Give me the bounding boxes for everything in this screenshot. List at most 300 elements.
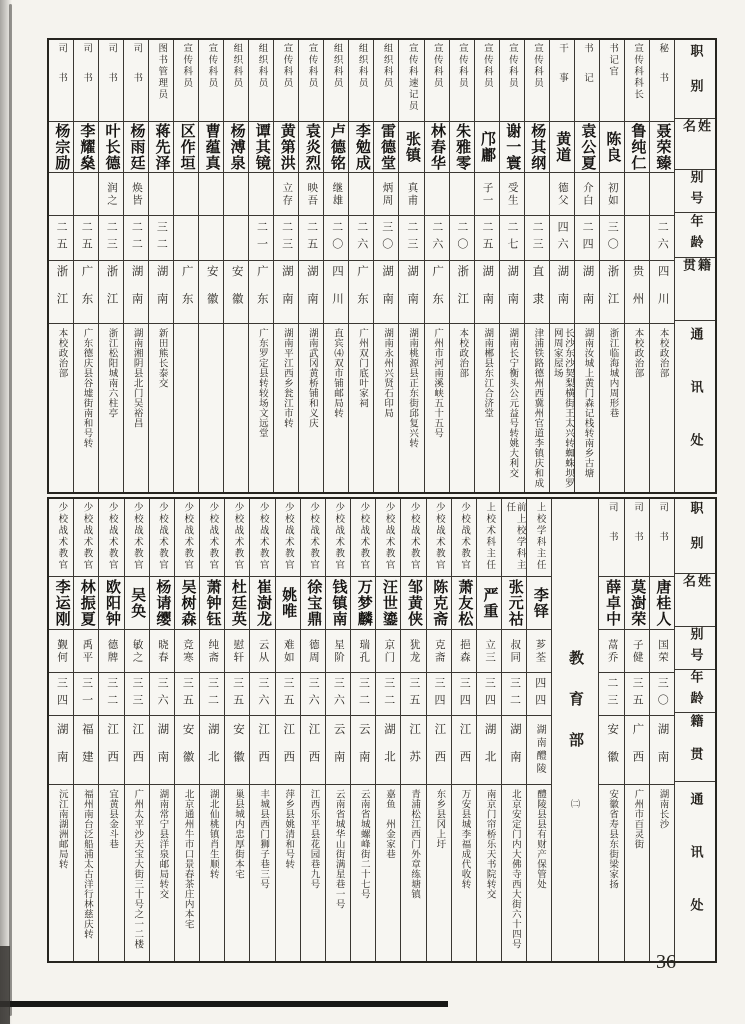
title-text: 组织科员 [231,43,242,89]
age-text: 二五 [305,221,318,255]
name-cell [99,577,123,630]
age-text: 三六 [256,677,269,711]
origin-text: 湖北 [206,722,219,778]
name-cell [149,122,173,173]
section-label [552,499,598,961]
person-column [524,40,549,492]
alias-cell [225,630,249,673]
name-cell [427,577,451,630]
lower-roster-table [47,497,717,963]
title-text: 少校战术教官 [106,502,117,571]
address-cell [125,785,149,961]
title-cell [475,40,499,122]
origin-text: 江西 [433,722,446,778]
title-text: 少校战术教官 [358,502,369,571]
age-cell [225,673,249,716]
origin-cell [225,716,249,785]
alias-cell [124,173,148,216]
origin-text: 湖南醴陵 [534,724,546,776]
name-cell [299,122,323,173]
age-cell [49,216,73,261]
address-cell [600,324,624,492]
origin-cell [199,261,223,324]
title-cell [150,499,174,577]
origin-cell [349,261,373,324]
address-cell [74,785,98,961]
origin-text: 广东 [356,264,369,320]
name-text: 卢德铭 [328,123,345,171]
title-cell [125,499,149,577]
age-text: 二七 [506,221,519,255]
name-cell [276,577,300,630]
origin-cell [250,716,274,785]
address-cell [299,324,323,492]
age-text: 三三 [130,677,143,711]
name-cell [401,577,425,630]
title-cell [124,40,148,122]
age-cell [124,216,148,261]
address-text: 广东德庆县谷墟街南和号转 [81,328,92,448]
row-header-label: 职别 [688,501,704,571]
alias-cell [349,173,373,216]
name-text: 杨其纲 [529,123,546,171]
origin-text: 浙江 [55,264,68,320]
address-cell [625,324,649,492]
name-text: 聂荣臻 [654,123,671,171]
alias-text: 芗荃 [534,638,546,664]
origin-cell [477,716,501,785]
title-cell [401,499,425,577]
origin-text: 湖南 [280,264,293,320]
name-text: 曹蕴真 [203,123,220,171]
age-cell [150,673,174,716]
name-text: 崔澍龙 [255,579,271,627]
origin-cell [224,261,248,324]
origin-text: 湖南 [481,264,494,320]
address-text: 湖南永州兴贤石印局 [382,328,393,418]
age-text: 三六 [156,677,169,711]
name-text: 杨请缨 [154,579,171,627]
alias-text: 焕皆 [131,181,143,207]
origin-cell [374,261,398,324]
title-text: 宣传科速记员 [406,43,417,112]
alias-cell [625,630,649,673]
name-text: 万梦麟 [355,579,372,627]
address-cell [450,324,474,492]
title-text: 宣传科员 [531,43,542,89]
address-cell [525,324,549,492]
title-cell [301,499,325,577]
title-cell [399,40,423,122]
title-cell [502,499,526,577]
alias-text: 润之 [105,181,117,207]
age-cell [625,216,649,261]
age-text: 二六 [430,221,443,255]
address-cell [74,324,98,492]
age-cell [324,216,348,261]
title-cell [374,40,398,122]
person-column [400,499,425,961]
address-cell [149,324,173,492]
age-text: 三六 [307,677,320,711]
address-cell [225,785,249,961]
alias-cell [250,630,274,673]
address-text: 广州双门底叶家祠 [357,328,368,408]
origin-text: 江西 [282,722,295,778]
address-cell [175,785,199,961]
age-text: 三〇 [606,221,619,255]
alias-text: 云从 [257,638,269,664]
origin-text: 广东 [80,264,93,320]
row-header-address [675,782,715,961]
address-cell [349,324,373,492]
title-text: 少校战术教官 [433,502,444,571]
alias-text: 子一 [481,181,493,207]
alias-cell [550,173,574,216]
age-text: 四六 [556,221,569,255]
person-column [49,499,73,961]
alias-cell [376,630,400,673]
origin-cell [550,261,574,324]
origin-text: 湖北 [382,722,395,778]
name-text: 杨雨廷 [128,123,145,171]
address-text: 湖南平江西乡瓮江市转 [281,328,292,428]
address-cell [99,785,123,961]
origin-text: 广东 [180,264,193,320]
alias-cell [374,173,398,216]
origin-text: 安徽 [231,722,244,778]
address-text: 云南省城华山街满星巷一号 [333,789,344,909]
age-text: 二三 [105,221,118,255]
name-cell [550,122,574,173]
alias-cell [200,630,224,673]
row-header-address [675,321,715,492]
age-cell [600,216,624,261]
age-text: 二二 [130,221,143,255]
alias-text: 映吾 [306,181,318,207]
address-text: 巢县城内忠厚街本宅 [232,789,243,879]
name-text: 欧阳钟 [103,579,120,627]
age-cell [374,216,398,261]
name-text: 唐桂人 [654,579,671,627]
person-column [149,499,174,961]
address-text: 北京安定门内大佛寺西大街六十四号 [509,789,520,949]
name-cell [525,122,549,173]
origin-cell [74,261,98,324]
title-cell [74,40,98,122]
origin-cell [150,716,174,785]
alias-text: 禹平 [81,638,93,664]
alias-cell [650,630,674,673]
name-cell [452,577,476,630]
title-text: 组织科员 [256,43,267,89]
title-cell [199,40,223,122]
title-text: 司书 [631,502,642,561]
section-column [551,499,598,961]
alias-text: 炳周 [381,181,393,207]
name-text: 陈克斋 [431,579,448,627]
alias-cell [324,173,348,216]
origin-text: 江西 [131,722,144,778]
alias-text: 犹龙 [408,638,420,664]
person-column [98,499,123,961]
name-cell [74,122,98,173]
alias-cell [575,173,599,216]
title-cell [500,40,524,122]
alias-text: 受生 [506,181,518,207]
name-cell [374,122,398,173]
alias-cell [274,173,298,216]
name-text: 邝鄘 [479,131,496,163]
age-cell [527,673,551,716]
title-text: 少校战术教官 [282,502,293,571]
origin-text: 湖南 [506,264,519,320]
row-header-name [675,119,715,170]
age-text: 二五 [480,221,493,255]
title-cell [477,499,501,577]
alias-text: 星阶 [333,638,345,664]
address-text: 湖南武冈黄桥铺和义庆 [306,328,317,428]
age-text: 三二 [206,677,219,711]
alias-cell [326,630,350,673]
origin-cell [124,261,148,324]
title-text: 少校战术教官 [232,502,243,571]
title-text: 少校战术教官 [408,502,419,571]
person-column [624,40,649,492]
person-column [350,499,375,961]
title-text: 司书 [56,43,67,102]
origin-cell [650,261,674,324]
name-cell [250,577,274,630]
age-text: 三四 [55,677,68,711]
address-cell [477,785,501,961]
address-cell [650,785,674,961]
address-text: 湖南湘阴县北门吴裕昌 [131,328,142,428]
address-text: 东乡县冈上圩 [434,789,445,849]
name-cell [274,122,298,173]
title-cell [376,499,400,577]
origin-cell [276,716,300,785]
name-cell [376,577,400,630]
alias-cell [399,173,423,216]
person-column [499,40,524,492]
name-cell [224,122,248,173]
person-column [325,499,350,961]
age-text: 三五 [631,677,644,711]
alias-cell [301,630,325,673]
name-cell [99,122,123,173]
title-cell [49,499,73,577]
origin-cell [500,261,524,324]
age-text: 三一 [80,677,93,711]
title-text: 宣传科员 [456,43,467,89]
alias-cell [49,173,73,216]
title-cell [575,40,599,122]
alias-cell [600,173,624,216]
origin-text: 湖南 [55,722,68,778]
address-cell [301,785,325,961]
title-cell [225,499,249,577]
age-text: 三五 [181,677,194,711]
origin-cell [301,716,325,785]
origin-text: 湖南 [381,264,394,320]
age-text: 二〇 [330,221,343,255]
alias-text: 难如 [282,638,294,664]
origin-text: 安徽 [230,264,243,320]
name-text: 谭其镜 [253,123,270,171]
name-text: 谢一寰 [504,123,521,171]
title-text: 司书 [81,43,92,102]
alias-cell [249,173,273,216]
age-cell [326,673,350,716]
name-text: 萧友松 [456,579,473,627]
name-text: 黄道 [554,131,571,163]
origin-text: 湖南 [406,264,419,320]
origin-text: 湖南 [508,722,521,778]
address-text: 本校政治部 [632,328,643,378]
title-text: 少校战术教官 [157,502,168,571]
person-column [373,40,398,492]
origin-cell [527,716,551,785]
address-cell [326,785,350,961]
title-text: 宣传科员 [431,43,442,89]
title-text: 司书 [106,43,117,102]
origin-text: 云南 [357,722,370,778]
title-cell [299,40,323,122]
alias-cell [450,173,474,216]
name-text: 李铎 [531,587,548,619]
address-text: 宜黄县金斗巷 [107,789,118,849]
name-text: 薛卓中 [604,579,621,627]
title-cell [249,40,273,122]
row-header-label: 通讯处 [688,327,704,486]
age-cell [301,673,325,716]
name-text: 区作垣 [178,123,195,171]
age-cell [599,673,623,716]
age-text: 三四 [433,677,446,711]
address-cell [650,324,674,492]
age-cell [200,673,224,716]
origin-text: 安徽 [205,264,218,320]
age-cell [199,216,223,261]
title-text: 少校战术教官 [333,502,344,571]
name-text: 李勉成 [353,123,370,171]
title-cell [274,40,298,122]
origin-text: 福建 [80,722,93,778]
title-cell [452,499,476,577]
title-cell [625,499,649,577]
alias-text: 介白 [581,181,593,207]
address-text: 湖南常宁县洋泉邮局转交 [157,789,168,899]
name-text: 林春华 [429,123,446,171]
title-text: 少校战术教官 [207,502,218,571]
title-cell [149,40,173,122]
age-cell [450,216,474,261]
title-text: 少校战术教官 [308,502,319,571]
address-cell [374,324,398,492]
origin-cell [99,261,123,324]
origin-text: 安徽 [606,722,619,778]
person-column [273,40,298,492]
alias-text: 立三 [484,638,496,664]
alias-text: 晓春 [156,638,168,664]
origin-cell [450,261,474,324]
name-text: 鲁纯仁 [629,123,646,171]
row-header-alias [675,627,715,670]
address-text: 北京通州牛市口景春茶庄内本宅 [182,789,193,929]
person-column [298,40,323,492]
age-text: 三五 [231,677,244,711]
age-cell [125,673,149,716]
address-text: 青浦松江西门外章练塘镇 [409,789,420,899]
age-text: 三四 [458,677,471,711]
person-column [73,499,98,961]
name-text: 李耀燊 [78,123,95,171]
name-text: 严重 [481,587,498,619]
address-cell [276,785,300,961]
age-text: 二六 [656,221,669,255]
name-text: 莫澍荣 [629,579,646,627]
address-cell [527,785,551,961]
address-cell [401,785,425,961]
alias-cell [477,630,501,673]
age-text: 二一 [255,221,268,255]
title-cell [650,40,674,122]
person-column [451,499,476,961]
name-cell [349,122,373,173]
person-column [348,40,373,492]
origin-cell [376,716,400,785]
title-text: 宣传科员 [481,43,492,89]
upper-roster-table [47,38,717,494]
row-header-title [675,40,715,119]
name-text: 汪世鎏 [380,579,397,627]
origin-text: 四川 [330,264,343,320]
origin-text: 广东 [255,264,268,320]
origin-cell [149,261,173,324]
person-column [526,499,551,961]
title-cell [527,499,551,577]
address-text: 长沙东沙契梨横街王太兴转蜘蛛坝罗网周家屋场 [551,328,573,488]
row-header-age [675,213,715,258]
person-column [249,499,274,961]
row-header-label: 职别 [688,44,704,114]
row-header-label: 姓名 [681,119,711,146]
row-header-label: 别号 [688,170,704,212]
name-text: 蒋先泽 [153,123,170,171]
alias-cell [74,630,98,673]
name-cell [399,122,423,173]
name-cell [74,577,98,630]
alias-text: 慰轩 [232,638,244,664]
row-header-title [675,499,715,574]
name-cell [150,577,174,630]
alias-cell [150,630,174,673]
origin-cell [74,716,98,785]
name-cell [125,577,149,630]
row-header-origin [675,258,715,321]
alias-cell [500,173,524,216]
title-cell [425,40,449,122]
person-column [73,40,98,492]
age-text: 三四 [483,677,496,711]
age-cell [550,216,574,261]
age-cell [74,216,98,261]
age-cell [625,673,649,716]
origin-text: 江西 [106,722,119,778]
age-cell [250,673,274,716]
address-cell [599,785,623,961]
